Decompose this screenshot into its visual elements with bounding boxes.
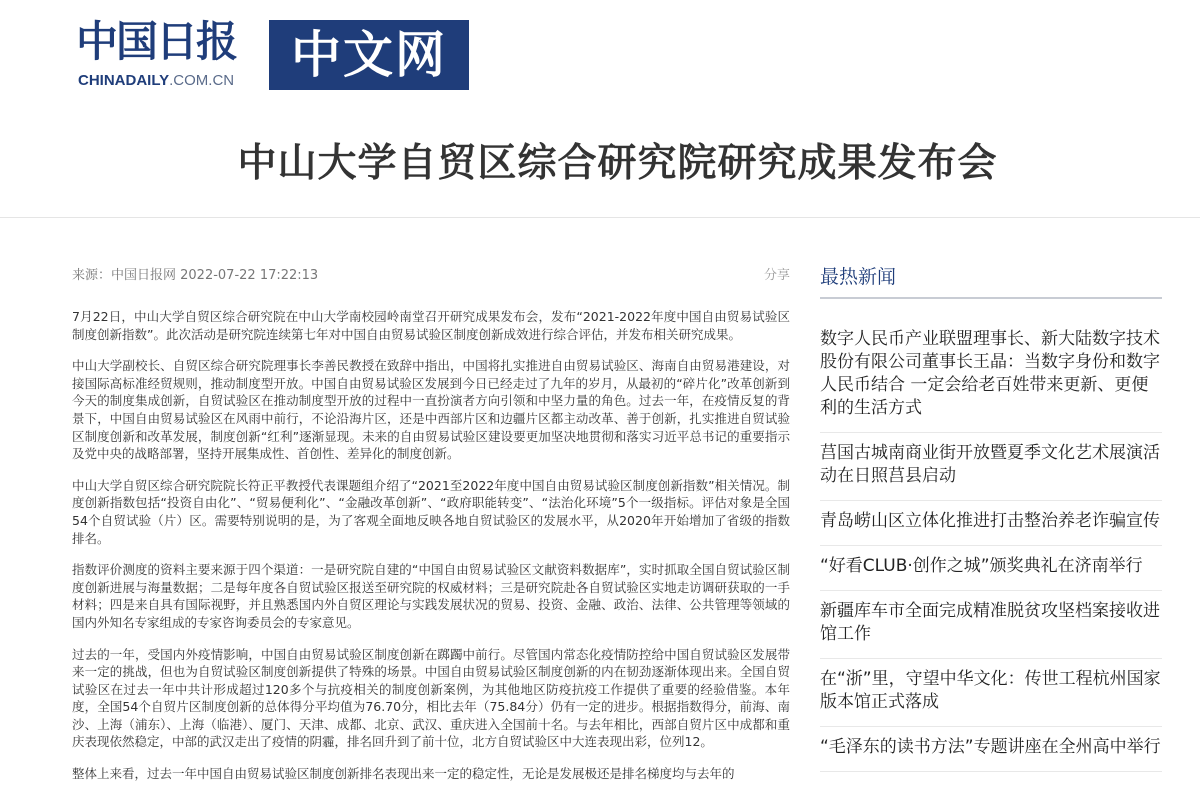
logo-chinese-site-box: 中文网 <box>269 20 469 90</box>
hot-news-link[interactable]: 莒国古城南商业街开放暨夏季文化艺术展演活动在日照莒县启动 <box>820 443 1160 486</box>
logo-english-text <box>78 72 234 89</box>
hot-news-link[interactable]: 在“浙”里，守望中华文化：传世工程杭州国家版本馆正式落成 <box>820 669 1161 712</box>
article-source-date: 来源：中国日报网 2022-07-22 17:22:13 <box>72 268 319 283</box>
hot-news-item[interactable] <box>820 319 1162 433</box>
article-body <box>72 308 790 797</box>
site-header <box>0 0 1200 218</box>
logo-english-domain: .COM.CN <box>169 72 235 89</box>
article-paragraph: 指数评价测度的资料主要来源于四个渠道：一是研究院自建的“中国自由贸易试验区文献资料数据库”，实时抓取全国自贸试验区制度创新进展与海量数据；二是每年度各自贸试验区报送至研究院的权威材料；三是研究院赴各自贸试验区实地走访调研获取的一手材料；四是来自具有国际视野，并且熟悉国内外自贸区理论与实践发展状况的贸易、投资、金融、政治、法律、公共管理等领域的国内外知名专家组成的专家咨询委员会的专家意见。 <box>72 562 790 630</box>
hot-news-title: 最热新闻 <box>820 262 1162 299</box>
hot-news-item[interactable] <box>820 501 1162 546</box>
article-paragraph: 过去的一年，受国内外疫情影响，中国自由贸易试验区制度创新在踯躅中前行。尽管国内常态化疫情防控给中国自贸试验区发展带来一定的挑战，但也为自贸试验区制度创新提供了特殊的场景。中国自由贸易试验区制度创新的内在韧劲逐渐体现出来。全国自贸试验区在过去一年中共计形成超过120多个与抗疫相关的制度创新案例，为其他地区防疫抗疫工作提供了重要的经验借鉴。本年度，全国54个自贸片区制度创新的总体得分平均值为76.70分，相比去年（75.84分）仍有一定的进步。根据指数得分，前海、南沙、上海（浦东）、上海（临港）、厦门、天津、成都、北京、武汉、重庆进入全国前十名。与去年相比，西部自贸片区中成都和重庆表现依然稳定，中部的武汉走出了疫情的阴霾，排名回升到了前十位，北方自贸试验区中大连表现出彩，位列12。 <box>72 646 790 750</box>
share-button[interactable]: 分享 <box>763 268 790 283</box>
china-daily-logo[interactable] <box>76 18 476 93</box>
hot-news-link[interactable]: 新疆库车市全面完成精准脱贫攻坚档案接收进馆工作 <box>820 601 1160 644</box>
hot-news-item[interactable] <box>820 546 1162 591</box>
page-title: 中山大学自贸区综合研究院研究成果发布会 <box>237 141 998 186</box>
hot-news-link[interactable]: 青岛崂山区立体化推进打击整治养老诈骗宣传 <box>820 511 1160 531</box>
hot-news-item[interactable] <box>820 659 1162 727</box>
hot-news-link[interactable]: 数字人民币产业联盟理事长、新大陆数字技术股份有限公司董事长王晶：当数字身份和数字人民币结合 一定会给老百姓带来更新、更便利的生活方式 <box>820 329 1160 418</box>
hot-news-sidebar <box>820 262 1162 772</box>
hot-news-item[interactable] <box>820 591 1162 659</box>
article-meta <box>72 264 790 283</box>
hot-news-item[interactable] <box>820 727 1162 772</box>
article-paragraph: 中山大学副校长、自贸区综合研究院理事长李善民教授在致辞中指出，中国将扎实推进自由贸易试验区、海南自由贸易港建设，对接国际高标准经贸规则，推动制度型开放。中国自由贸易试验区发展到今日已经走过了九年的岁月，从最初的“碎片化”改革创新到今天的制度集成创新，自贸试验区在推动制度型开放的过程中一直扮演者方向引领和中坚力量的角色。过去一年，在疫情反复的背景下，中国自由贸易试验区在风雨中前行，不论沿海片区，还是中西部片区和边疆片区都主动改革、善于创新，扎实推进自贸试验区制度创新和改革发展，制度创新“红利”逐渐显现。未来的自由贸易试验区建设要更加坚决地贯彻和落实习近平总书记的重要指示及党中央的战略部署，坚持开展集成性、首创性、差异化的制度创新。 <box>72 358 790 462</box>
article-paragraph: 中山大学自贸区综合研究院院长符正平教授代表课题组介绍了“2021至2022年度中国自由贸易试验区制度创新指数”相关情况。制度创新指数包括“投资自由化”、“贸易便利化”、“金融改革创新”、“政府职能转变”、“法治化环境”5个一级指标。评估对象是全国54个自贸试验（片）区。需要特别说明的是，为了客观全面地反映各地自贸试验区的发展水平，从2020年开始增加了省级的指数排名。 <box>72 477 790 546</box>
hot-news-item[interactable] <box>820 433 1162 501</box>
logo-chinese-text: 中国日报 <box>76 17 237 66</box>
logo-english-bold: CHINADAILY <box>78 72 170 89</box>
article-paragraph: 7月22日，中山大学自贸区综合研究院在中山大学南校园岭南堂召开研究成果发布会，发布“2021-2022年度中国自由贸易试验区制度创新指数”。此次活动是研究院连续第七年对中国自由贸易试验区制度创新成效进行综合评估，并发布相关研究成果。 <box>72 309 790 342</box>
hot-news-link[interactable]: “好看CLUB·创作之城”颁奖典礼在济南举行 <box>820 556 1143 576</box>
hot-news-link[interactable]: “毛泽东的读书方法”专题讲座在全州高中举行 <box>820 737 1161 757</box>
hot-news-list <box>820 319 1162 772</box>
article-paragraph: 整体上来看，过去一年中国自由贸易试验区制度创新排名表现出来一定的稳定性，无论是发展极还是排名梯度均与去年的 <box>72 766 735 782</box>
